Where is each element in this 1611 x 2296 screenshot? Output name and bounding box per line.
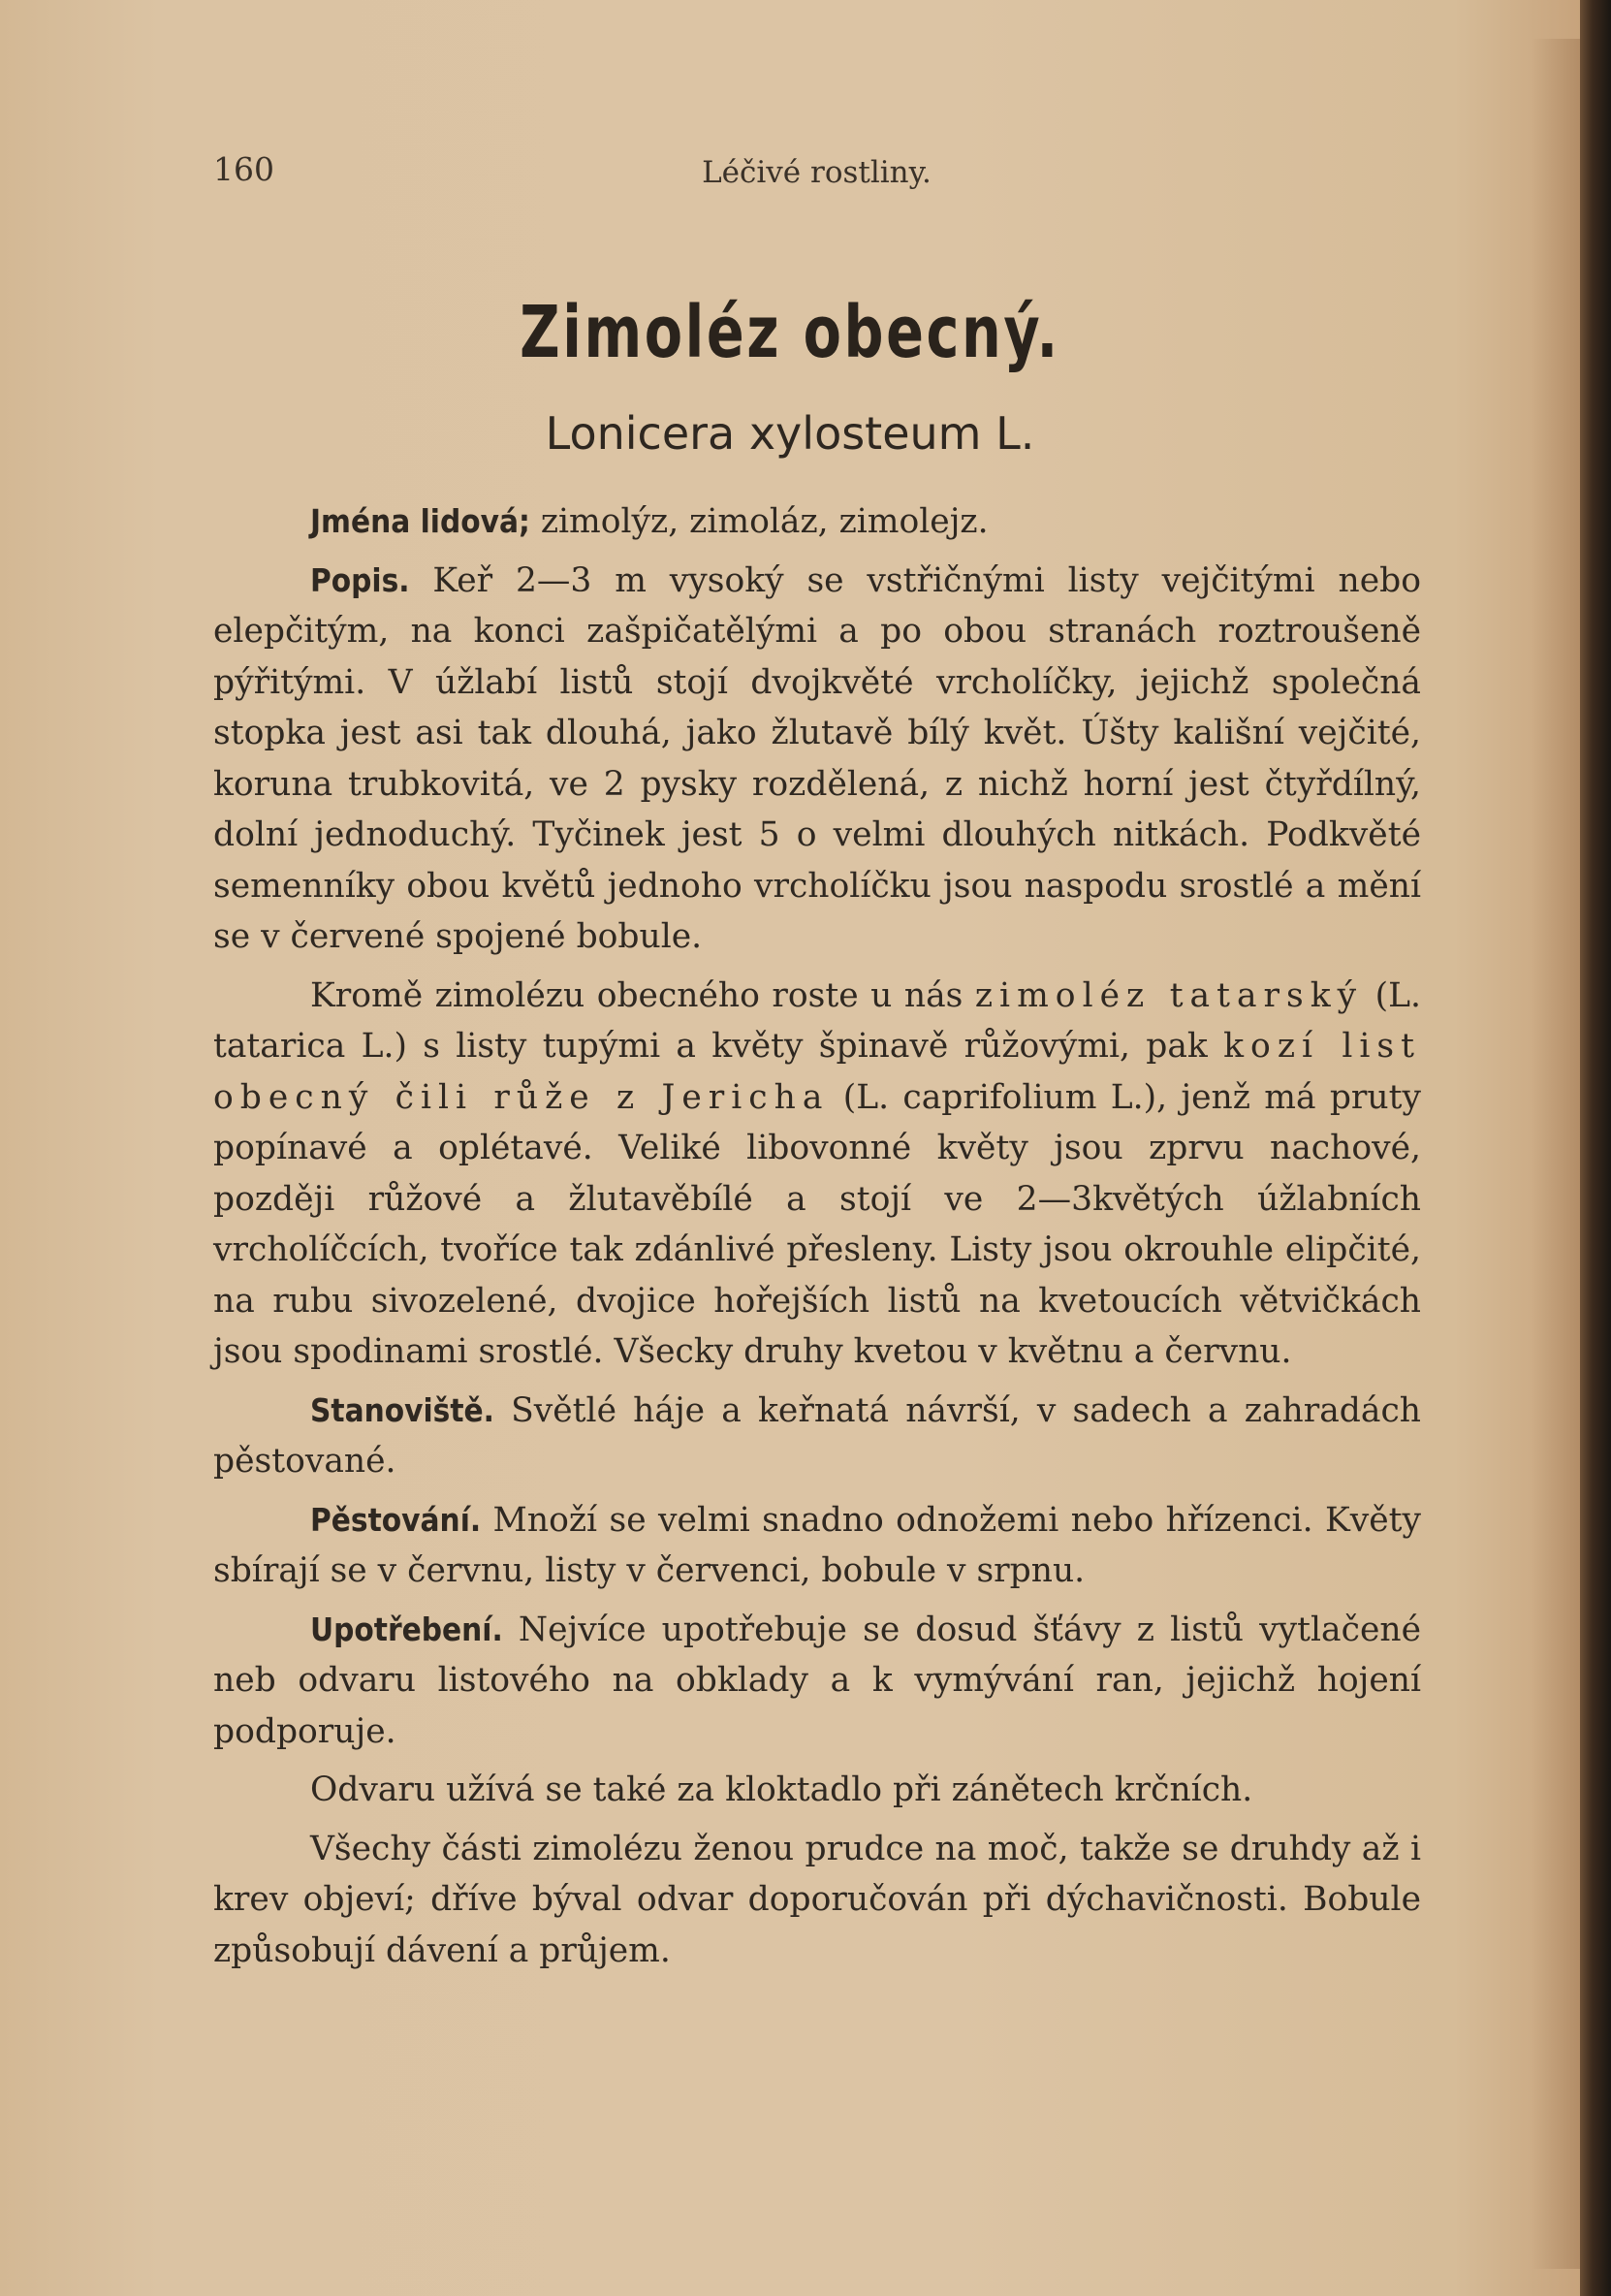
paragraph-other-species	[213, 971, 1421, 1378]
article-body	[213, 496, 1421, 1984]
latin-name: Lonicera xylosteum L.	[545, 407, 1035, 460]
paragraph-habitat	[213, 1386, 1421, 1487]
cultivation-text: Množí se velmi snadno odnožemi nebo hřízenci. Květy sbírají se v červnu, listy v červenci, bobule v srpnu.	[213, 1500, 1421, 1590]
habitat-label: Stanoviště.	[310, 1390, 494, 1429]
binding-edge	[1580, 0, 1611, 2296]
species-tatarica: zimoléz tatarský	[974, 975, 1364, 1015]
names-text: zimolýz, zimoláz, zimolejz.	[529, 502, 989, 541]
others-text-1: Kromě zimolézu obecného roste u nás	[310, 975, 975, 1015]
species-caprifolium: kozí list obecný čili růže z Jericha	[213, 1027, 1421, 1117]
description-text: Keř 2—3 m vysoký se vstřičnými listy vejčitými nebo elepčitým, na konci zašpičatělými a po obou stranách roztroušeně pýřitými. V úžlabí listů stojí dvojkvěté vrcholíčky, jejichž společná stopka jest asi tak dlouhá, jako žlutavě bílý květ. Úšty kališní vejčité, koruna trubkovitá, ve 2 pysky rozdělená, z nichž horní jest čtyřdílný, dolní jednoduchý. Tyčinek jest 5 o velmi dlouhých nitkách. Podkvěté semenníky obou květů jednoho vrcholíčku jsou naspodu srostlé a mění se v červené spojené bobule.	[213, 560, 1421, 956]
article-title: Zimoléz obecný.	[520, 291, 1060, 374]
page-edge-shadow	[1532, 39, 1580, 2269]
paragraph-effects: Všechy části zimolézu ženou prudce na moč, takže se druhdy až i krev objeví; dříve býval odvar doporučován při dýchavičnosti. Bobule způsobují dávení a průjem.	[213, 1829, 1421, 1970]
page-header	[213, 150, 1420, 199]
paragraph-use	[213, 1605, 1421, 1758]
paragraph-description	[213, 556, 1421, 963]
habitat-text: Světlé háje a keřnatá návrší, v sadech a zahradách pěstované.	[213, 1390, 1421, 1481]
paragraph-gargle: Odvaru užívá se také za kloktadlo při zánětech krčních.	[310, 1770, 1253, 1809]
page-number: 160	[213, 150, 274, 188]
description-label: Popis.	[310, 560, 410, 599]
paragraph-cultivation	[213, 1495, 1421, 1597]
running-title: Léčivé rostliny.	[702, 155, 932, 190]
others-text-3: (L. caprifolium L.), jenž má pruty popínavé a oplétavé. Veliké libovonné květy jsou zprvu nachové, později růžové a žlutavěbílé a stojí ve 2—3květých úžlabních vrcholíčcích, tvoříce tak zdánlivé přesleny. Listy jsou okrouhle elipčité, na rubu sivozelené, dvojice hořejších listů na kvetoucích větvičkách jsou spodinami srostlé. Všecky druhy kvetou v květnu a červnu.	[213, 1077, 1421, 1371]
use-label: Upotřebení.	[310, 1610, 503, 1648]
cultivation-label: Pěstování.	[310, 1500, 482, 1539]
paragraph-names	[213, 496, 1421, 548]
others-text-2: (L. tatarica L.) s listy tupými a květy špinavě růžovými, pak	[213, 975, 1421, 1066]
use-text: Nejvíce upotřebuje se dosud šťávy z listů vytlačené neb odvaru listového na obklady a k vymývání ran, jejichž hojení podporuje.	[213, 1610, 1421, 1751]
names-label: Jména lidová;	[310, 502, 530, 540]
